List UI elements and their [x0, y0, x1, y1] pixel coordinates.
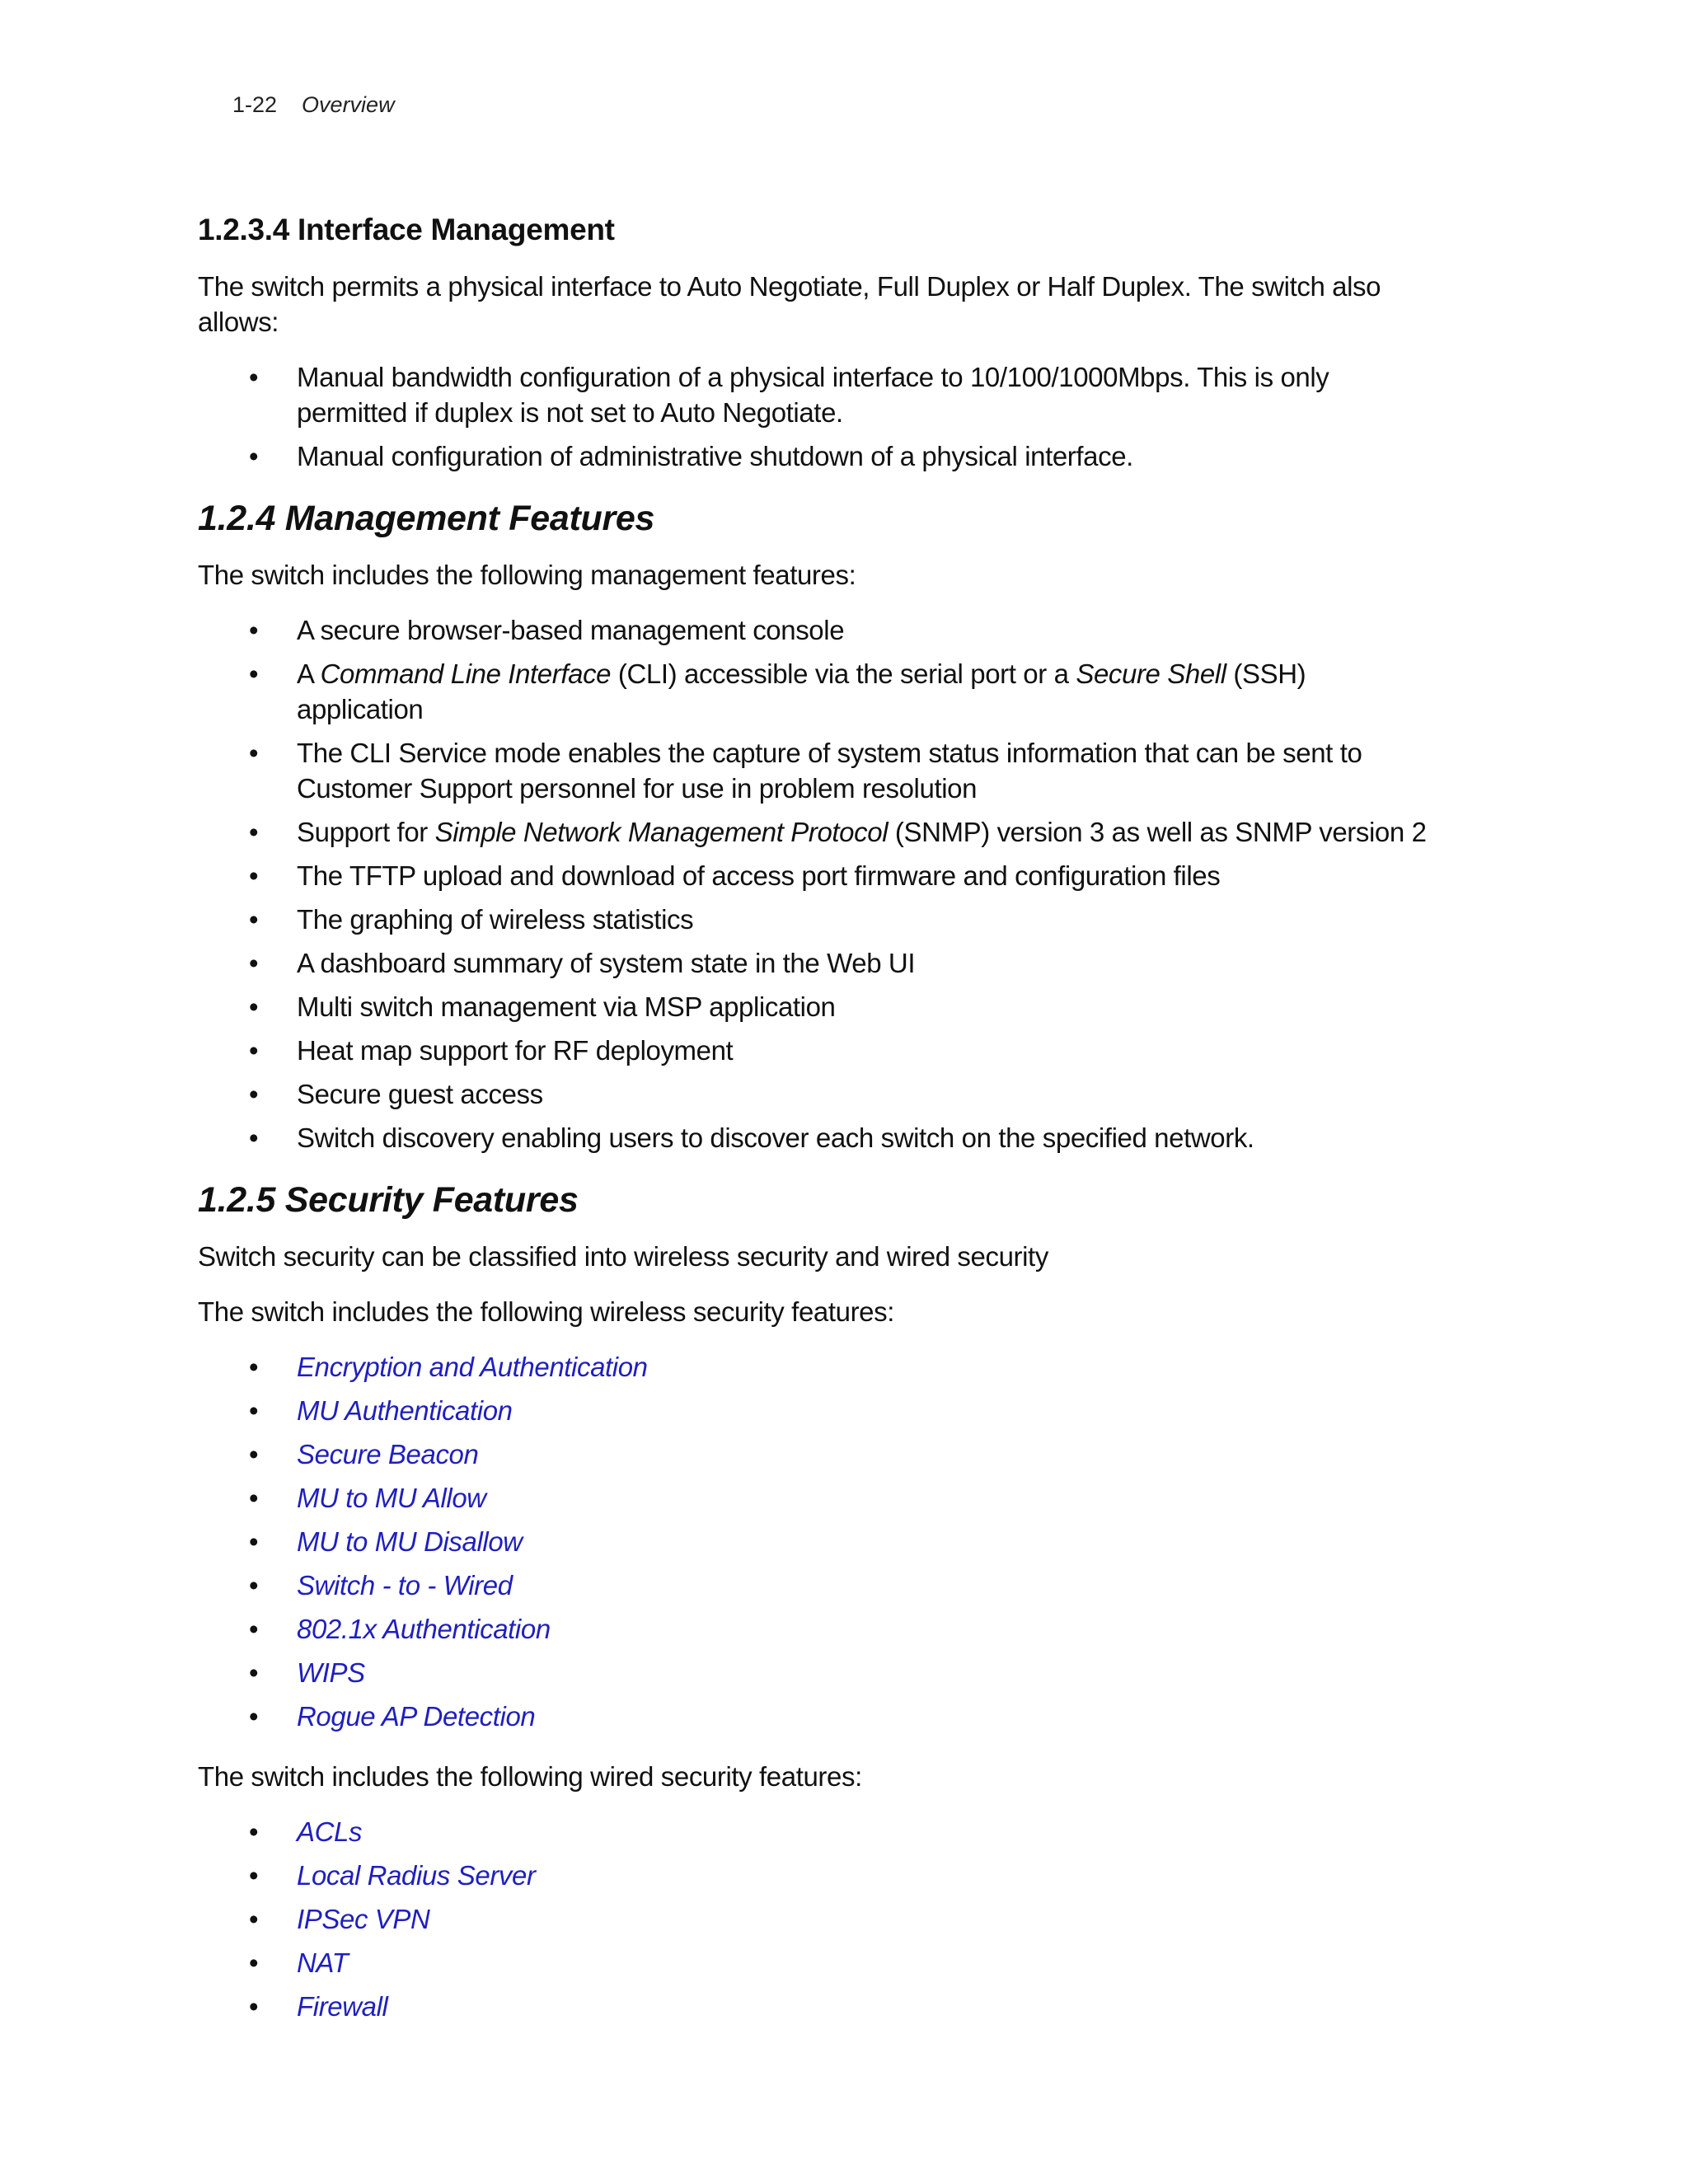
list-item [198, 1945, 1434, 1980]
bullet-icon: • [249, 1816, 259, 1847]
list-item [198, 1524, 1434, 1559]
list-item [198, 1436, 1434, 1472]
security-features-heading: 1.2.5 Security Features [198, 1180, 579, 1220]
list-item [198, 1568, 1434, 1603]
list-item [198, 656, 1434, 727]
term-ssh: Secure Shell [1076, 658, 1226, 689]
list-item [198, 1699, 1434, 1734]
link-acls[interactable]: ACLs [297, 1816, 363, 1847]
bullet-icon: • [249, 1614, 259, 1644]
list-item-text [297, 658, 1306, 724]
bullet-icon: • [249, 1439, 259, 1469]
link-wips[interactable]: WIPS [297, 1657, 365, 1688]
wireless-security-intro: The switch includes the following wireless security features: [198, 1296, 894, 1327]
link-mu-to-mu-disallow[interactable]: MU to MU Disallow [297, 1526, 523, 1557]
list-item-text: Manual configuration of administrative shutdown of a physical interface. [297, 441, 1133, 471]
link-mu-authentication[interactable]: MU Authentication [297, 1395, 513, 1426]
list-item [198, 1901, 1434, 1937]
bullet-icon: • [249, 362, 259, 392]
link-rogue-ap-detection[interactable]: Rogue AP Detection [297, 1701, 536, 1732]
bullet-icon: • [249, 1483, 259, 1513]
bullet-icon: • [249, 1352, 259, 1382]
text-run: Support for [297, 817, 435, 847]
bullet-icon: • [249, 658, 259, 689]
list-item [198, 1814, 1434, 1849]
link-secure-beacon[interactable]: Secure Beacon [297, 1439, 479, 1469]
list-item [198, 858, 1434, 893]
bullet-icon: • [249, 1657, 259, 1688]
page-number: 1-22 [232, 92, 278, 117]
bullet-icon: • [249, 1947, 259, 1978]
running-header [232, 92, 395, 118]
bullet-icon: • [249, 948, 259, 978]
list-item-text: Secure guest access [297, 1079, 543, 1109]
text-run: (SNMP) version 3 as well as SNMP version 2 [888, 817, 1427, 847]
bullet-icon: • [249, 1570, 259, 1601]
bullet-icon: • [249, 1701, 259, 1732]
bullet-icon: • [249, 860, 259, 891]
link-firewall[interactable]: Firewall [297, 1991, 388, 2022]
interface-management-intro: The switch permits a physical interface to Auto Negotiate, Full Duplex or Half Duplex. The switch also allows: [198, 271, 1381, 337]
bullet-icon: • [249, 1904, 259, 1934]
list-item-text: The TFTP upload and download of access port firmware and configuration files [297, 860, 1221, 891]
bullet-icon: • [249, 1079, 259, 1109]
list-item-text: Multi switch management via MSP application [297, 991, 836, 1022]
list-item-text: A secure browser-based management console [297, 615, 845, 645]
text-run: (SSH) application [297, 658, 1306, 724]
bullet-icon: • [249, 1860, 259, 1891]
section-name: Overview [302, 92, 395, 117]
bullet-icon: • [249, 817, 259, 847]
list-item [198, 989, 1434, 1024]
link-8021x-authentication[interactable]: 802.1x Authentication [297, 1614, 551, 1644]
bullet-icon: • [249, 1526, 259, 1557]
list-item [198, 1076, 1434, 1112]
wireless-security-list [198, 1349, 1434, 1734]
term-snmp: Simple Network Management Protocol [434, 817, 889, 847]
bullet-icon: • [249, 1395, 259, 1426]
management-features-list [198, 612, 1434, 1155]
bullet-icon: • [249, 1122, 259, 1153]
list-item [198, 814, 1434, 850]
list-item [198, 945, 1434, 981]
list-item-text: The CLI Service mode enables the capture of system status information that can be sent to Customer Support personnel for use in problem resolution [297, 738, 1362, 804]
link-ipsec-vpn[interactable]: IPSec VPN [297, 1904, 430, 1934]
link-mu-to-mu-allow[interactable]: MU to MU Allow [297, 1483, 486, 1513]
link-encryption-authentication[interactable]: Encryption and Authentication [297, 1352, 648, 1382]
bullet-icon: • [249, 991, 259, 1022]
bullet-icon: • [249, 1035, 259, 1066]
bullet-icon: • [249, 615, 259, 645]
list-item-text: Heat map support for RF deployment [297, 1035, 734, 1066]
interface-management-heading: 1.2.3.4 Interface Management [198, 213, 615, 246]
bullet-icon: • [249, 738, 259, 768]
security-features-intro: Switch security can be classified into wireless security and wired security [198, 1241, 1048, 1272]
list-item-text: Switch discovery enabling users to discover each switch on the specified network. [297, 1122, 1254, 1153]
bullet-icon: • [249, 1991, 259, 2022]
list-item [198, 1858, 1434, 1893]
bullet-icon: • [249, 441, 259, 471]
list-item [198, 735, 1434, 806]
list-item-text: The graphing of wireless statistics [297, 904, 694, 935]
wired-security-intro: The switch includes the following wired security features: [198, 1761, 862, 1792]
list-item [198, 1989, 1434, 2024]
list-item [198, 1349, 1434, 1385]
text-run: (CLI) accessible via the serial port or a [611, 658, 1076, 689]
link-local-radius-server[interactable]: Local Radius Server [297, 1860, 536, 1891]
list-item [198, 1120, 1434, 1155]
page-content [198, 213, 1434, 2049]
text-run: A [297, 658, 321, 689]
list-item-text [297, 817, 1427, 847]
list-item [198, 359, 1434, 430]
list-item [198, 438, 1434, 474]
management-features-intro: The switch includes the following management features: [198, 560, 856, 590]
list-item [198, 902, 1434, 937]
list-item [198, 1033, 1434, 1068]
list-item [198, 1480, 1434, 1516]
list-item-text: Manual bandwidth configuration of a physical interface to 10/100/1000Mbps. This is only permitted if duplex is not set to Auto Negotiate. [297, 362, 1329, 428]
bullet-icon: • [249, 904, 259, 935]
link-nat[interactable]: NAT [297, 1947, 349, 1978]
list-item [198, 612, 1434, 648]
interface-management-list [198, 359, 1434, 474]
list-item [198, 1393, 1434, 1428]
term-cli: Command Line Interface [320, 658, 612, 689]
list-item [198, 1611, 1434, 1647]
management-features-heading: 1.2.4 Management Features [198, 499, 655, 538]
list-item [198, 1655, 1434, 1690]
wired-security-list [198, 1814, 1434, 2024]
list-item-text: A dashboard summary of system state in the Web UI [297, 948, 916, 978]
link-switch-to-wired[interactable]: Switch - to - Wired [297, 1570, 513, 1601]
